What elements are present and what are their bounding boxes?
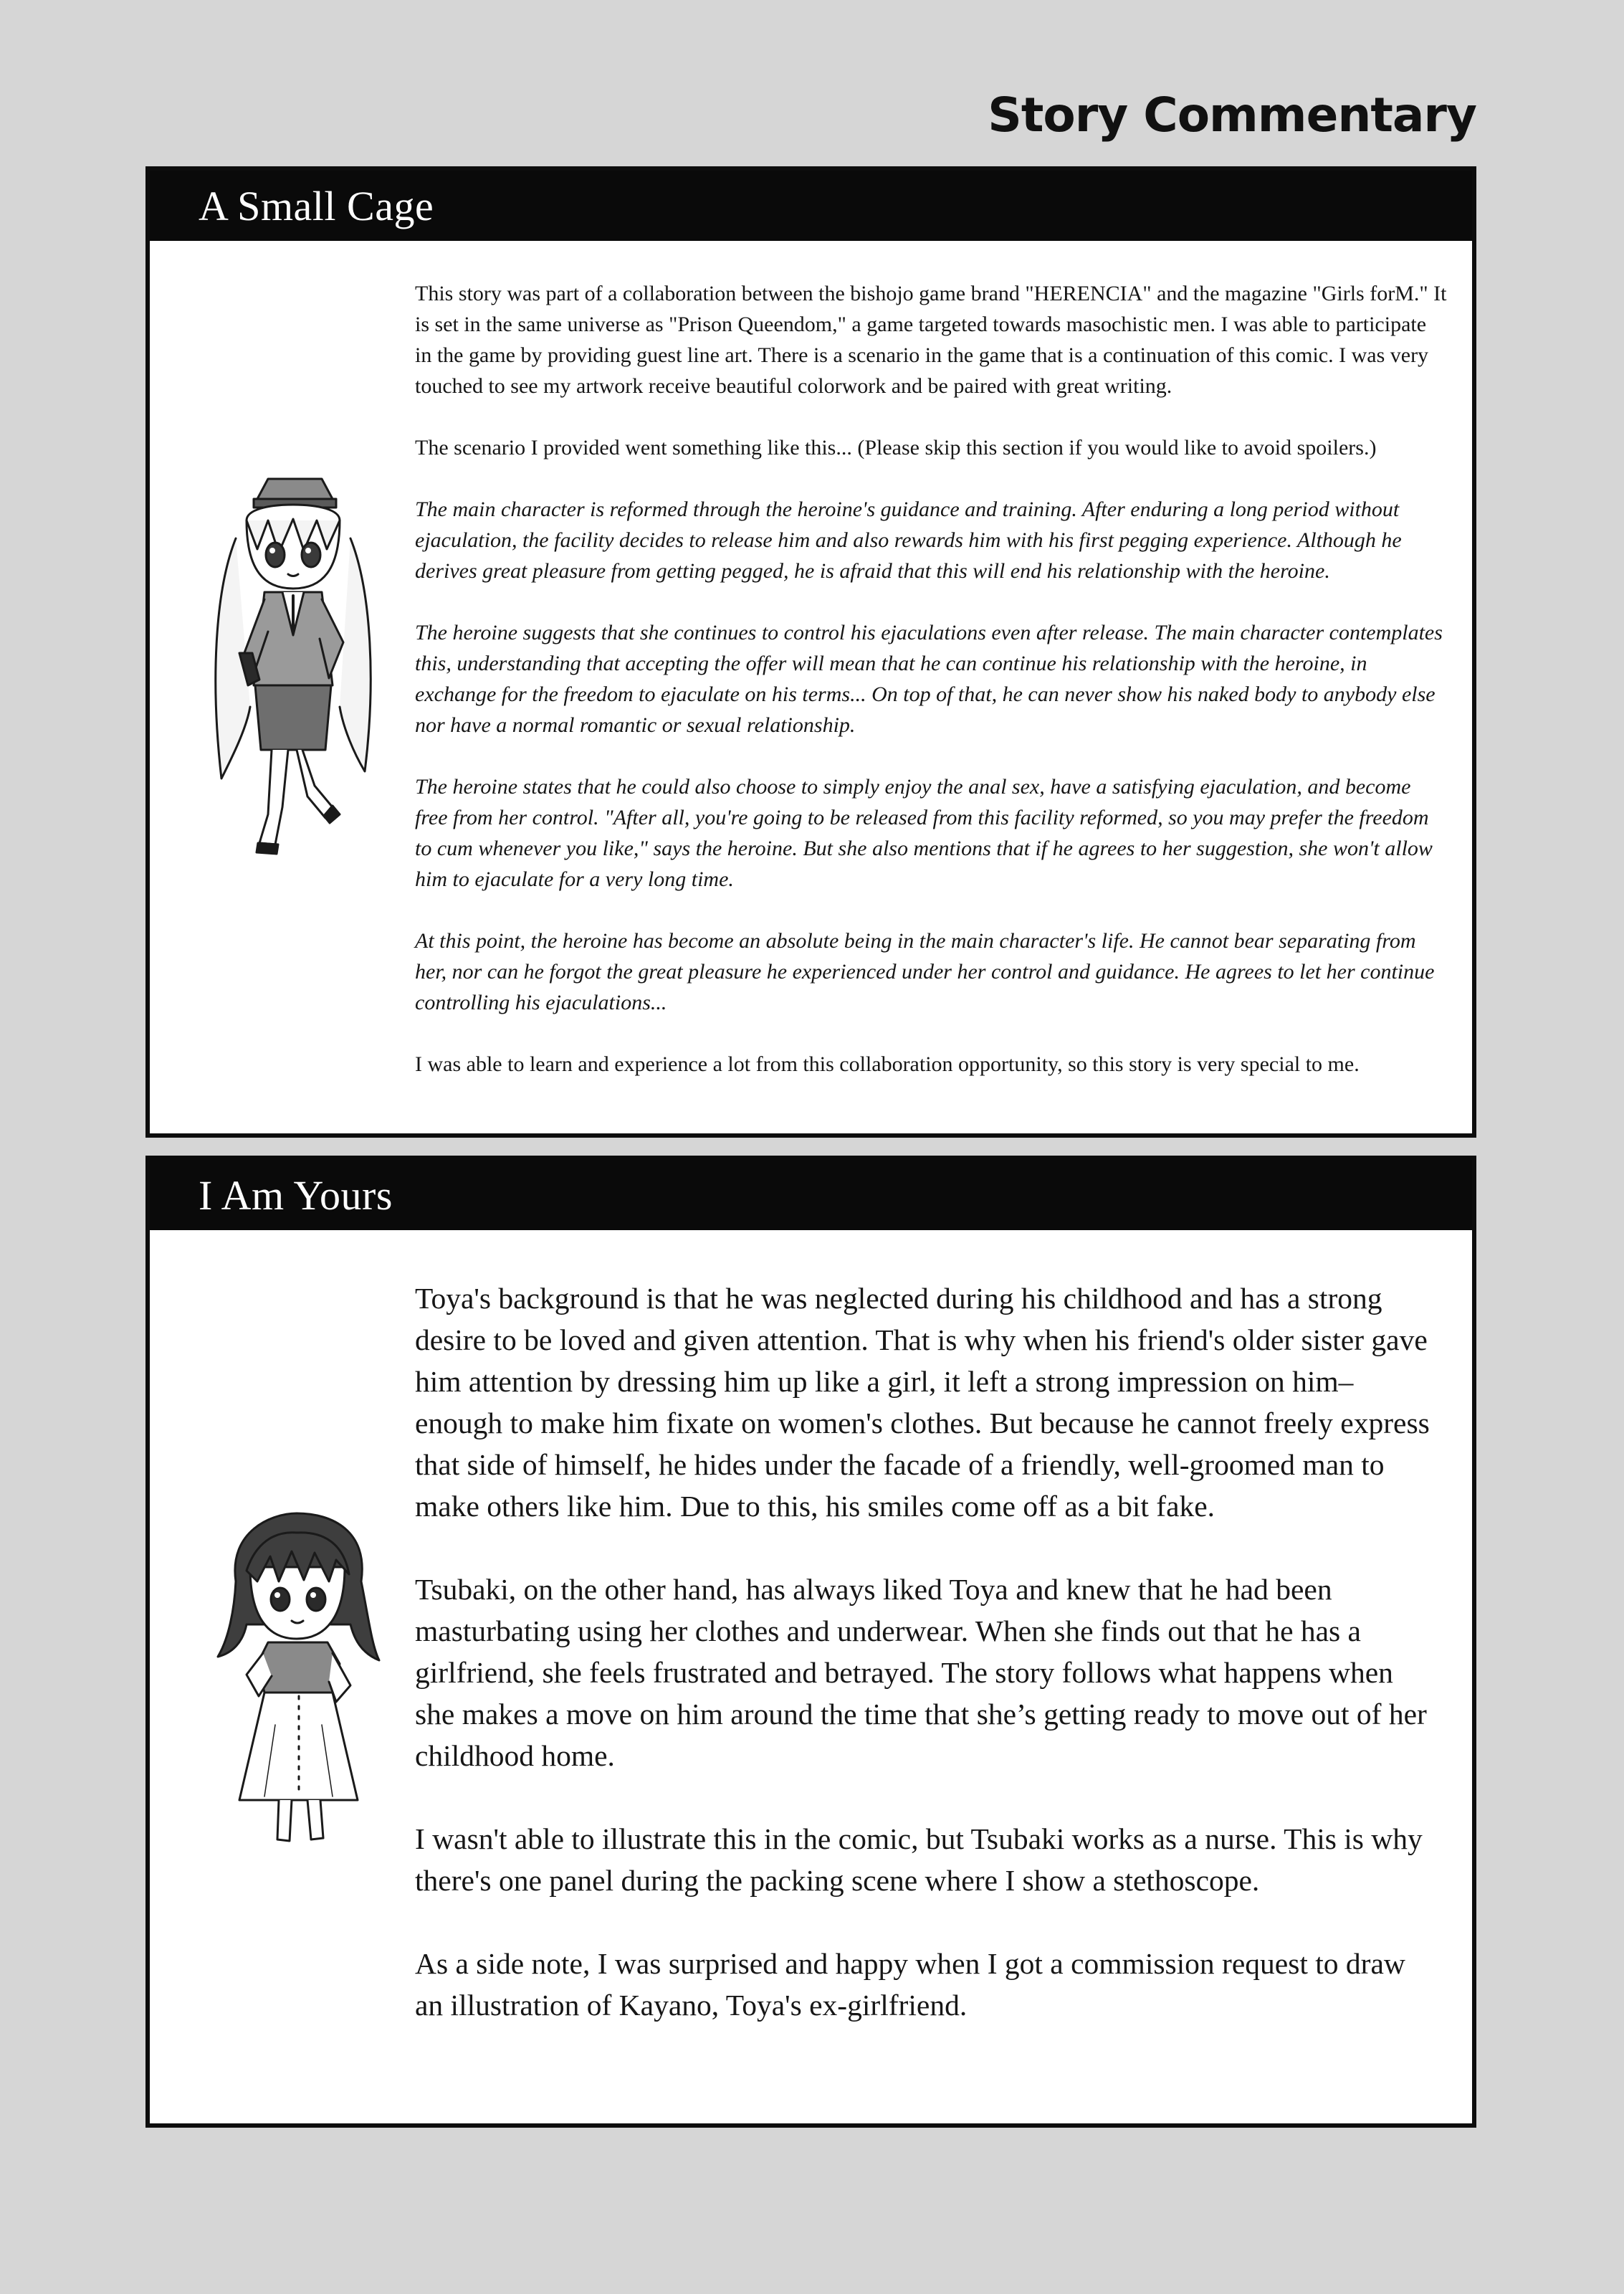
section-title: A Small Cage	[199, 182, 434, 229]
commentary-text	[415, 1277, 1433, 2067]
commentary-text	[415, 278, 1447, 1110]
commentary-paragraph: This story was part of a collaboration between the bishojo game brand "HERENCIA" and the magazine "Girls forM." It is set in the same universe as "Prison Queendom," a game targeted towards masochistic men. I was able to participate in the game by providing guest line art. There is a scenario in the game that is a continuation of this comic. I was very touched to see my artwork receive beautiful colorwork and be paired with great writing.	[415, 282, 1447, 398]
section-body	[150, 241, 1472, 1133]
scenario-paragraph: The heroine states that he could also choose to simply enjoy the anal sex, have a satisfying ejaculation, and become free from her control. "After all, you're going to be released from this facility reformed, so you may prefer the freedom to cum whenever you like," says the heroine. But she also mentions that if he agrees to her suggestion, she won't allow him to ejaculate for a very long time.	[415, 775, 1433, 891]
commentary-paragraph: The scenario I provided went something like this... (Please skip this section if you would like to avoid spoilers.)	[415, 436, 1377, 460]
commentary-paragraph: Tsubaki, on the other hand, has always liked Toya and knew that he had been masturbating using her clothes and underwear. When she finds out that he has a girlfriend, she feels frustrated and betrayed. The story follows what happens when she makes a move on him around the time that she’s getting ready to move out of her childhood home.	[415, 1573, 1427, 1772]
page-title: Story Commentary	[988, 87, 1476, 143]
commentary-paragraph: As a side note, I was surprised and happy when I got a commission request to draw an illustration of Kayano, Toya's ex-girlfriend.	[415, 1947, 1405, 2022]
commentary-section-a-small-cage	[145, 166, 1476, 1138]
chibi-officer-girl-illustration	[196, 470, 390, 872]
commentary-section-i-am-yours	[145, 1156, 1476, 2128]
commentary-paragraph: Toya's background is that he was neglected during his childhood and has a strong desire to be loved and given attention. That is why when his friend's older sister gave him attention by dressing him up like a girl, it left a strong impression on him– enough to make him fixate on women's clothes. But because he cannot freely express that side of himself, he hides under the facade of a friendly, well-groomed man to make others like him. Due to this, his smiles come off as a bit fake.	[415, 1282, 1430, 1523]
scenario-paragraph: The heroine suggests that she continues to control his ejaculations even after release. The main character contemplates this, understanding that accepting the offer will mean that he can continue his relationship with the heroine, in exchange for the freedom to ejaculate on his terms... On top of that, he can never show his naked body to anybody else nor have a normal romantic or sexual relationship.	[415, 621, 1443, 737]
section-header	[150, 1160, 1472, 1230]
commentary-paragraph: I was able to learn and experience a lot from this collaboration opportunity, so this story is very special to me.	[415, 1052, 1360, 1076]
commentary-paragraph: I wasn't able to illustrate this in the comic, but Tsubaki works as a nurse. This is why there's one panel during the packing scene where I show a stethoscope.	[415, 1822, 1423, 1897]
section-body	[150, 1230, 1472, 2123]
scenario-paragraph: The main character is reformed through the heroine's guidance and training. After enduring a long period without ejaculation, the facility decides to release him and also rewards him with his first pegging experience. Although he derives great pleasure from getting pegged, he is afraid that this will end his relationship with the heroine.	[415, 498, 1402, 583]
chibi-nurse-girl-illustration	[207, 1510, 386, 1854]
section-header	[150, 171, 1472, 241]
scenario-paragraph: At this point, the heroine has become an absolute being in the main character's life. He cannot bear separating from her, nor can he forgot the great pleasure he experienced under her control and guidance. He agrees to let her continue controlling his ejaculations...	[415, 929, 1435, 1014]
section-title: I Am Yours	[199, 1171, 393, 1219]
